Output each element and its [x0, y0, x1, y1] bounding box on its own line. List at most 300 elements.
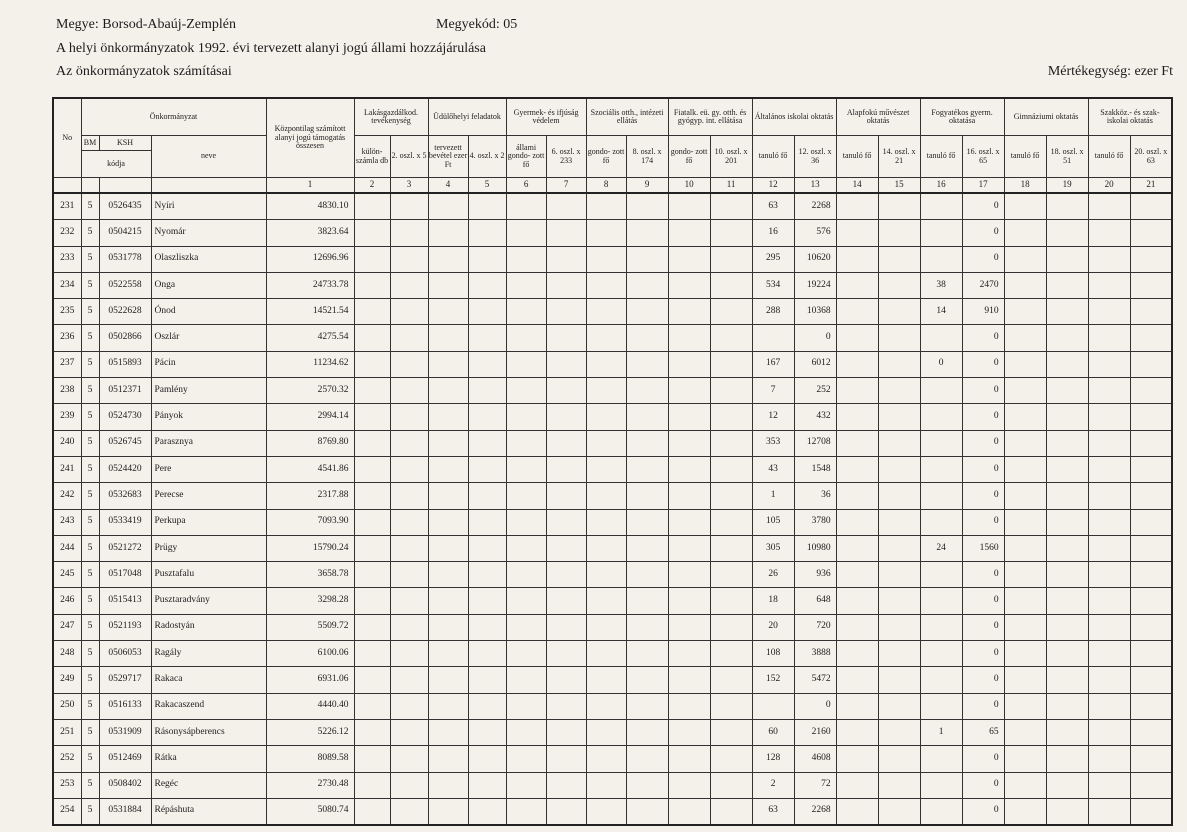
cell-col-7 [546, 299, 586, 325]
cell-col-5 [468, 246, 506, 272]
cell-col-20 [1088, 588, 1130, 614]
cell-col-19 [1046, 404, 1088, 430]
cell-col-9 [626, 325, 668, 351]
cell-col-15 [878, 193, 920, 220]
cell-col-12: 12 [752, 404, 794, 430]
cell-col-9 [626, 798, 668, 825]
cell-total: 4541.86 [266, 456, 354, 482]
cell-bm-code: 5 [81, 509, 99, 535]
cell-col-19 [1046, 693, 1088, 719]
document-title: A helyi önkormányzatok 1992. évi tervezett alanyi jogú állami hozzájárulása [56, 41, 486, 56]
cell-col-6 [506, 193, 546, 220]
cell-col-19 [1046, 220, 1088, 246]
cell-col-12: 20 [752, 614, 794, 640]
cell-col-11 [710, 299, 752, 325]
cell-col-21 [1130, 535, 1172, 561]
cell-col-18 [1004, 325, 1046, 351]
cell-col-5 [468, 430, 506, 456]
cell-col-13: 10980 [794, 535, 836, 561]
cell-col-7 [546, 641, 586, 667]
cell-no: 250 [53, 693, 81, 719]
cell-col-10 [668, 667, 710, 693]
cell-municipality-name: Rakacaszend [151, 693, 266, 719]
cell-col-16 [920, 430, 962, 456]
cell-col-17: 0 [962, 483, 1004, 509]
cell-col-14 [836, 588, 878, 614]
cell-col-14 [836, 535, 878, 561]
cell-col-14 [836, 193, 878, 220]
cell-col-21 [1130, 456, 1172, 482]
cell-col-17: 0 [962, 404, 1004, 430]
cell-municipality-name: Rátka [151, 746, 266, 772]
cell-col-3 [390, 509, 428, 535]
cell-ksh-code: 0524420 [99, 456, 151, 482]
cell-col-4 [428, 798, 468, 825]
county-code-label: Megyekód: 05 [436, 17, 518, 32]
cell-col-21 [1130, 193, 1172, 220]
cell-col-7 [546, 719, 586, 745]
cell-col-8 [586, 641, 626, 667]
cell-col-12: 43 [752, 456, 794, 482]
cell-col-10 [668, 378, 710, 404]
cell-col-17: 0 [962, 351, 1004, 377]
cell-col-7 [546, 746, 586, 772]
cell-no: 246 [53, 588, 81, 614]
cell-col-2 [354, 299, 390, 325]
cell-col-7 [546, 404, 586, 430]
cell-col-6 [506, 719, 546, 745]
cell-col-18 [1004, 772, 1046, 798]
cell-col-8 [586, 798, 626, 825]
cell-col-21 [1130, 483, 1172, 509]
cell-col-18 [1004, 641, 1046, 667]
cell-municipality-name: Rakaca [151, 667, 266, 693]
cell-col-16 [920, 562, 962, 588]
cell-ksh-code: 0521193 [99, 614, 151, 640]
colnum-cell: 9 [626, 178, 668, 194]
cell-col-2 [354, 483, 390, 509]
cell-col-5 [468, 588, 506, 614]
cell-col-10 [668, 693, 710, 719]
cell-col-14 [836, 772, 878, 798]
cell-total: 15790.24 [266, 535, 354, 561]
cell-col-8 [586, 272, 626, 298]
cell-col-20 [1088, 614, 1130, 640]
cell-total: 3658.78 [266, 562, 354, 588]
cell-col-9 [626, 456, 668, 482]
cell-col-6 [506, 483, 546, 509]
group-header: Alapfokú művészet oktatás [836, 98, 920, 136]
cell-ksh-code: 0533419 [99, 509, 151, 535]
table-row [53, 378, 1172, 404]
cell-col-7 [546, 509, 586, 535]
cell-col-13: 720 [794, 614, 836, 640]
cell-col-14 [836, 351, 878, 377]
cell-col-13: 10620 [794, 246, 836, 272]
cell-col-11 [710, 588, 752, 614]
cell-bm-code: 5 [81, 299, 99, 325]
cell-col-20 [1088, 193, 1130, 220]
colnum-cell: 13 [794, 178, 836, 194]
cell-col-19 [1046, 641, 1088, 667]
cell-col-17: 0 [962, 325, 1004, 351]
cell-col-9 [626, 378, 668, 404]
cell-municipality-name: Pamlény [151, 378, 266, 404]
cell-col-11 [710, 325, 752, 351]
cell-col-16: 38 [920, 272, 962, 298]
cell-no: 249 [53, 667, 81, 693]
group-header: Lakásgazdálkod. tevékenység [354, 98, 428, 136]
cell-col-14 [836, 378, 878, 404]
cell-col-2 [354, 719, 390, 745]
cell-col-4 [428, 483, 468, 509]
table-row [53, 667, 1172, 693]
colnum-cell: 6 [506, 178, 546, 194]
cell-col-18 [1004, 719, 1046, 745]
cell-col-14 [836, 614, 878, 640]
cell-total: 7093.90 [266, 509, 354, 535]
cell-col-9 [626, 746, 668, 772]
cell-col-7 [546, 667, 586, 693]
cell-col-4 [428, 772, 468, 798]
cell-col-21 [1130, 404, 1172, 430]
cell-col-2 [354, 220, 390, 246]
cell-total: 6100.06 [266, 641, 354, 667]
subcol-header: 16. oszl. x 65 [962, 136, 1004, 178]
cell-col-14 [836, 246, 878, 272]
cell-col-10 [668, 193, 710, 220]
cell-total: 3298.28 [266, 588, 354, 614]
group-header: Szociális otth., intézeti ellátás [586, 98, 668, 136]
cell-col-2 [354, 378, 390, 404]
cell-col-2 [354, 430, 390, 456]
group-header: Üdülőhelyi feladatok [428, 98, 506, 136]
cell-col-7 [546, 220, 586, 246]
cell-municipality-name: Radostyán [151, 614, 266, 640]
cell-total: 5080.74 [266, 798, 354, 825]
cell-col-6 [506, 299, 546, 325]
cell-col-6 [506, 535, 546, 561]
cell-col-15 [878, 746, 920, 772]
cell-col-5 [468, 772, 506, 798]
col-header-bm: BM [81, 136, 99, 151]
cell-col-15 [878, 588, 920, 614]
subcol-header: tanuló fő [1088, 136, 1130, 178]
cell-col-7 [546, 193, 586, 220]
cell-col-5 [468, 509, 506, 535]
cell-col-21 [1130, 772, 1172, 798]
cell-col-7 [546, 351, 586, 377]
cell-col-9 [626, 535, 668, 561]
cell-col-14 [836, 667, 878, 693]
cell-col-13: 0 [794, 325, 836, 351]
subcol-header: 14. oszl. x 21 [878, 136, 920, 178]
cell-col-3 [390, 299, 428, 325]
cell-no: 247 [53, 614, 81, 640]
cell-col-6 [506, 351, 546, 377]
cell-col-10 [668, 246, 710, 272]
subcol-header: 6. oszl. x 233 [546, 136, 586, 178]
cell-col-12: 26 [752, 562, 794, 588]
cell-col-21 [1130, 325, 1172, 351]
cell-col-10 [668, 798, 710, 825]
table-row [53, 746, 1172, 772]
cell-col-17: 0 [962, 509, 1004, 535]
table-row [53, 404, 1172, 430]
cell-col-18 [1004, 299, 1046, 325]
table-row [53, 272, 1172, 298]
table-row [53, 798, 1172, 825]
cell-bm-code: 5 [81, 378, 99, 404]
colnum-cell [99, 178, 151, 194]
cell-col-8 [586, 220, 626, 246]
cell-col-16 [920, 772, 962, 798]
cell-col-18 [1004, 667, 1046, 693]
subcol-header: állami gondo- zott fő [506, 136, 546, 178]
cell-col-10 [668, 430, 710, 456]
cell-col-14 [836, 456, 878, 482]
cell-col-20 [1088, 351, 1130, 377]
cell-col-11 [710, 667, 752, 693]
cell-col-12 [752, 325, 794, 351]
cell-col-16 [920, 246, 962, 272]
cell-col-13: 432 [794, 404, 836, 430]
cell-no: 234 [53, 272, 81, 298]
cell-no: 248 [53, 641, 81, 667]
cell-col-6 [506, 798, 546, 825]
cell-col-15 [878, 483, 920, 509]
cell-col-17: 0 [962, 746, 1004, 772]
cell-municipality-name: Olaszliszka [151, 246, 266, 272]
cell-col-8 [586, 588, 626, 614]
colnum-cell [53, 178, 81, 194]
cell-col-21 [1130, 588, 1172, 614]
cell-total: 2730.48 [266, 772, 354, 798]
cell-ksh-code: 0502866 [99, 325, 151, 351]
cell-col-11 [710, 535, 752, 561]
cell-col-20 [1088, 798, 1130, 825]
cell-col-11 [710, 272, 752, 298]
cell-col-21 [1130, 220, 1172, 246]
cell-municipality-name: Pusztaradvány [151, 588, 266, 614]
colnum-cell: 10 [668, 178, 710, 194]
cell-col-11 [710, 719, 752, 745]
cell-col-13: 936 [794, 562, 836, 588]
subcol-header: tanuló fő [1004, 136, 1046, 178]
cell-col-12: 105 [752, 509, 794, 535]
colnum-cell: 1 [266, 178, 354, 194]
cell-col-19 [1046, 509, 1088, 535]
unit-label: Mértékegység: ezer Ft [1047, 64, 1173, 79]
cell-col-16 [920, 641, 962, 667]
cell-col-14 [836, 220, 878, 246]
cell-col-21 [1130, 667, 1172, 693]
cell-col-2 [354, 272, 390, 298]
cell-total: 4275.54 [266, 325, 354, 351]
cell-col-4 [428, 193, 468, 220]
cell-col-18 [1004, 404, 1046, 430]
cell-col-15 [878, 272, 920, 298]
cell-total: 3823.64 [266, 220, 354, 246]
colnum-cell: 19 [1046, 178, 1088, 194]
subcol-header: gondo- zott fő [668, 136, 710, 178]
cell-col-13: 10368 [794, 299, 836, 325]
cell-col-11 [710, 746, 752, 772]
cell-col-16: 0 [920, 351, 962, 377]
cell-col-8 [586, 772, 626, 798]
cell-col-19 [1046, 667, 1088, 693]
cell-col-9 [626, 719, 668, 745]
cell-col-18 [1004, 693, 1046, 719]
cell-col-13: 252 [794, 378, 836, 404]
cell-col-9 [626, 193, 668, 220]
colnum-cell: 15 [878, 178, 920, 194]
cell-col-8 [586, 667, 626, 693]
cell-col-20 [1088, 772, 1130, 798]
subcol-header: 10. oszl. x 201 [710, 136, 752, 178]
cell-col-11 [710, 772, 752, 798]
colnum-cell: 12 [752, 178, 794, 194]
colnum-cell: 3 [390, 178, 428, 194]
cell-bm-code: 5 [81, 641, 99, 667]
cell-col-5 [468, 641, 506, 667]
group-header: Gyermek- és ifjúság védelem [506, 98, 586, 136]
table-row [53, 641, 1172, 667]
cell-municipality-name: Regéc [151, 772, 266, 798]
cell-col-5 [468, 272, 506, 298]
cell-col-5 [468, 535, 506, 561]
cell-bm-code: 5 [81, 588, 99, 614]
cell-col-6 [506, 588, 546, 614]
cell-col-21 [1130, 562, 1172, 588]
cell-col-3 [390, 193, 428, 220]
cell-col-13: 2268 [794, 193, 836, 220]
cell-col-4 [428, 719, 468, 745]
cell-col-16 [920, 325, 962, 351]
table-row [53, 299, 1172, 325]
cell-bm-code: 5 [81, 719, 99, 745]
cell-bm-code: 5 [81, 325, 99, 351]
cell-col-3 [390, 719, 428, 745]
cell-col-8 [586, 404, 626, 430]
cell-col-9 [626, 430, 668, 456]
cell-municipality-name: Ónod [151, 299, 266, 325]
cell-col-18 [1004, 483, 1046, 509]
cell-col-8 [586, 378, 626, 404]
cell-col-9 [626, 404, 668, 430]
cell-municipality-name: Perecse [151, 483, 266, 509]
colnum-cell: 20 [1088, 178, 1130, 194]
cell-col-9 [626, 562, 668, 588]
cell-col-5 [468, 220, 506, 246]
cell-col-15 [878, 220, 920, 246]
cell-col-20 [1088, 641, 1130, 667]
cell-col-7 [546, 798, 586, 825]
document-subtitle: Az önkormányzatok számításai [56, 64, 232, 79]
subcol-header: 18. oszl. x 51 [1046, 136, 1088, 178]
cell-col-16 [920, 220, 962, 246]
cell-col-11 [710, 193, 752, 220]
cell-ksh-code: 0531909 [99, 719, 151, 745]
cell-col-17: 0 [962, 246, 1004, 272]
cell-ksh-code: 0522628 [99, 299, 151, 325]
cell-col-7 [546, 378, 586, 404]
county-label: Megye: Borsod-Abaúj-Zemplén [56, 17, 237, 32]
cell-col-21 [1130, 246, 1172, 272]
table-row [53, 614, 1172, 640]
cell-col-16: 1 [920, 719, 962, 745]
cell-no: 253 [53, 772, 81, 798]
cell-col-3 [390, 746, 428, 772]
col-header-kozponti: Központilag számított alanyi jogú támogatás összesen [266, 98, 354, 178]
cell-col-7 [546, 430, 586, 456]
cell-bm-code: 5 [81, 193, 99, 220]
cell-col-4 [428, 667, 468, 693]
cell-col-11 [710, 220, 752, 246]
cell-col-17: 0 [962, 430, 1004, 456]
cell-col-12: 2 [752, 772, 794, 798]
cell-municipality-name: Pácin [151, 351, 266, 377]
cell-col-6 [506, 272, 546, 298]
cell-col-14 [836, 798, 878, 825]
cell-col-4 [428, 351, 468, 377]
group-header: Szakköz.- és szak- iskolai oktatás [1088, 98, 1172, 136]
cell-col-18 [1004, 456, 1046, 482]
cell-col-20 [1088, 246, 1130, 272]
cell-col-3 [390, 614, 428, 640]
cell-col-18 [1004, 588, 1046, 614]
cell-col-2 [354, 193, 390, 220]
cell-col-4 [428, 509, 468, 535]
cell-col-13: 3888 [794, 641, 836, 667]
cell-col-9 [626, 641, 668, 667]
cell-col-6 [506, 614, 546, 640]
cell-col-19 [1046, 456, 1088, 482]
cell-bm-code: 5 [81, 535, 99, 561]
cell-col-2 [354, 535, 390, 561]
cell-no: 241 [53, 456, 81, 482]
cell-col-7 [546, 772, 586, 798]
colnum-cell: 17 [962, 178, 1004, 194]
group-header: Általános iskolai oktatás [752, 98, 836, 136]
cell-col-5 [468, 719, 506, 745]
cell-col-19 [1046, 483, 1088, 509]
cell-col-6 [506, 693, 546, 719]
cell-col-2 [354, 667, 390, 693]
subcol-header: 2. oszl. x 5 [390, 136, 428, 178]
cell-col-4 [428, 404, 468, 430]
cell-col-15 [878, 667, 920, 693]
cell-col-20 [1088, 299, 1130, 325]
cell-col-10 [668, 641, 710, 667]
cell-bm-code: 5 [81, 351, 99, 377]
cell-ksh-code: 0516133 [99, 693, 151, 719]
cell-col-18 [1004, 798, 1046, 825]
cell-col-10 [668, 509, 710, 535]
cell-col-3 [390, 220, 428, 246]
table-row [53, 693, 1172, 719]
cell-col-19 [1046, 378, 1088, 404]
cell-col-21 [1130, 614, 1172, 640]
cell-ksh-code: 0515413 [99, 588, 151, 614]
cell-col-13: 19224 [794, 272, 836, 298]
colnum-cell: 21 [1130, 178, 1172, 194]
cell-col-16 [920, 667, 962, 693]
cell-col-19 [1046, 719, 1088, 745]
cell-col-13: 648 [794, 588, 836, 614]
cell-col-12: 288 [752, 299, 794, 325]
cell-no: 254 [53, 798, 81, 825]
